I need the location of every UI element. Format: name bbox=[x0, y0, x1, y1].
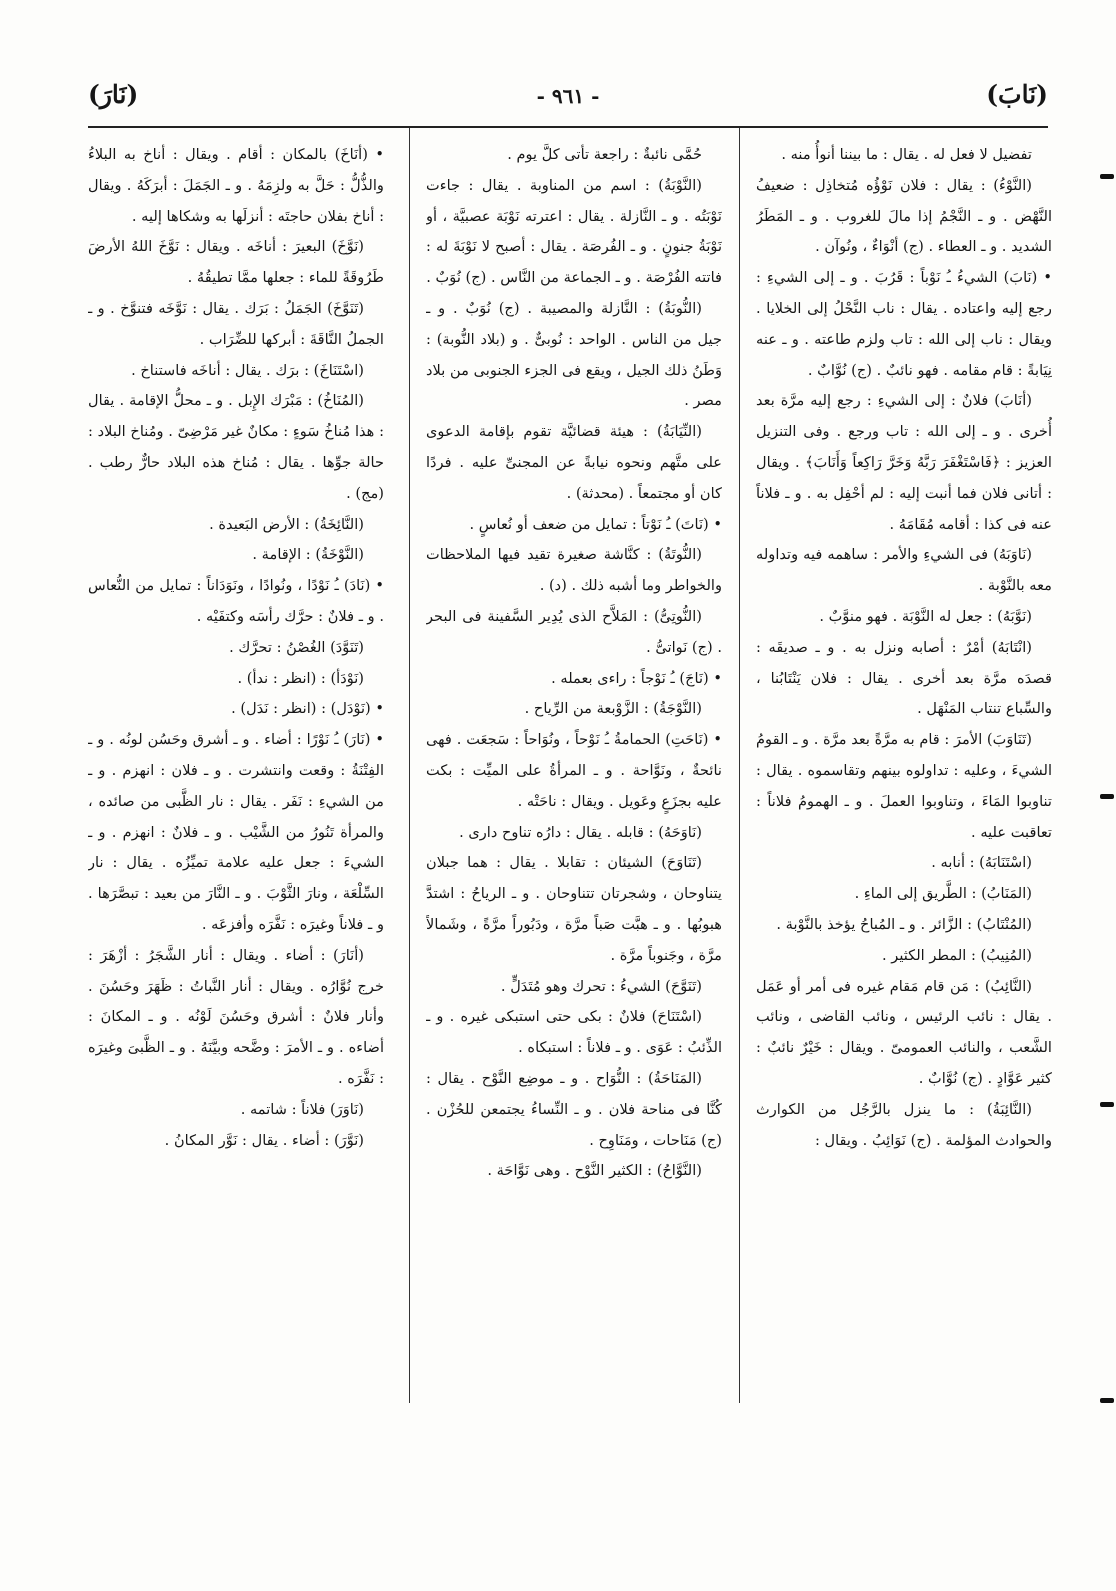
dictionary-entry: (تَنَوَّخَ) الجَمَلُ : بَرَك . يقال : نَوَّخَه فتنوَّخ . و ـ الجملُ النَّاقَةَ : أبركها للضِّرَاب . bbox=[88, 299, 384, 348]
scan-edge-mark bbox=[1100, 1398, 1114, 1403]
column-middle bbox=[426, 140, 722, 1570]
header-guide-word-right: (نَابَ) bbox=[986, 80, 1048, 109]
dictionary-entry: (نَاوَرَ) فلاناً : شاتمه . bbox=[240, 1100, 364, 1118]
dictionary-entry: (النَّوَّاحُ) : الكثير النَّوْح . وهى نَوَّاحَة . bbox=[487, 1162, 702, 1180]
page-header bbox=[88, 80, 1048, 120]
dictionary-entry: • (أنَاخَ) بالمكان : أقام . ويقال : أناخ به البلاءُ والذُّلُّ : حَلَّ به ولزِمَهُ . و ـ الجَمَلَ : أبرَكَهُ . ويقال : أناخ بفلان حاجتَه : أنزلَها به وشكاها إليه . bbox=[88, 146, 384, 225]
dictionary-entry: • (نَاتَ) ـُ نَوْتاً : تمايل من ضعف أو نُعاسٍ . bbox=[469, 515, 722, 533]
dictionary-entry: (النَّوْءُ) : يقال : فلان نَوْؤُه مُتخاذِل : ضعيفُ النَّهْض . و ـ النَّجْمُ إذا مالَ للغروب . و ـ المَطَرُ الشديد . و ـ العطاء . (ج) أنْوَاءٌ ، ونُوآن . bbox=[756, 176, 1052, 256]
dictionary-entry: • (نَابَ) الشيءُ ـُ نَوْباً : قَرُبَ . و ـ إلى الشيءِ : رجع إليه واعتاده . يقال : ناب النَّحْلُ إلى الخلايا . ويقال : ناب إلى الله : تاب ولزم طاعته . و ـ عنه نِيَابةً : قام مقامه . فهو نائبٌ . (ج) نُوَّابٌ . bbox=[756, 269, 1052, 379]
column-left bbox=[88, 140, 384, 1570]
dictionary-entry: (تَنَاوَبَ) الأمرَ : قام به مرَّةً بعد مرَّة . و ـ القومُ الشيءَ ، وعليه : تداولوه بينهم وتقاسموه . يقال : تناوبوا المَاءَ ، وتناوبوا العملَ . و ـ الهمومُ فلاناً : تعاقبت عليه . bbox=[756, 731, 1052, 841]
column-right bbox=[756, 140, 1052, 1570]
dictionary-entry: (اسْتَنَابَهُ) : أنابه . bbox=[931, 854, 1032, 872]
scan-edge-mark bbox=[1100, 1102, 1114, 1107]
scan-edge-mark bbox=[1100, 174, 1114, 179]
dictionary-entry: (نَوَّبَهُ) : جعل له النَّوْبَة . فهو منوَّبٌ . bbox=[819, 607, 1032, 625]
dictionary-entry: (نَوَّخَ) البعيرَ : أناخَه . ويقال : نَوَّخَ اللهُ الأرضَ طَرُوقَةً للماء : جعلها ممَّا تطيقُهُ . bbox=[88, 238, 384, 287]
dictionary-entry: (أنَارَ) : أضاء . ويقال : أنار الشَّجَرُ : أزْهَرَ : خرج نُوَّارُه . ويقال : أنار النَّباتُ : ظَهَرَ وحَسُنَ . وأنار فلانٌ : أشرق وحَسُنَ لَوْنُه . و ـ المكانَ : أضاءه . و ـ الأمرَ : وضَّحه وبيَّنَهُ . و ـ الظَّبىَ وغيرَه : نَفَّرَه . bbox=[88, 946, 384, 1087]
page-number: - ٩٦١ - bbox=[536, 84, 600, 108]
dictionary-entry: حُمَّى نائبةٌ : راجعة تأتى كلَّ يوم . bbox=[507, 146, 702, 163]
dictionary-entry: (النَّائِبُ) : مَن قام مَقام غيره فى أمر أو عَمَل . يقال : نائب الرئيس ، ونائب القاضى ، ونائب الشَّعب ، والنائب العمومىّ . ويقال : خَيْرٌ نائبٌ : كثير عَوَّادٍ . (ج) نُوَّابٌ . bbox=[756, 977, 1052, 1087]
dictionary-entry: • (نَارَ) ـُ نَوْرًا : أضاء . و ـ أشرق وحَسُن لونُه . و ـ الفِتْنَةُ : وقعت وانتشرت . و ـ فلان : انهزم . و ـ من الشيءِ : نَفَر . يقال : نار الظَّبى من صائده ، والمرأة تَنُورُ من الشَّيْب . و ـ فلانٌ : انهزم . و ـ الشيءَ : جعل عليه علامة تميِّزُه . يقال : نار السِّلْعَة ، ونارَ الثَّوْبَ . و ـ النَّارَ من بعيد : تبصَّرَها . و ـ فلاناً وغيرَه : نَفَّرَه وأفزعَه . bbox=[88, 731, 384, 933]
dictionary-entry: (تَنَوَّحَ) الشيءُ : تحرك وهو مُتَدَلٍّ . bbox=[500, 977, 702, 995]
column-divider bbox=[409, 128, 410, 1403]
dictionary-entry: (نَوْدَأ) : (انظر : ندأ) . bbox=[237, 669, 364, 687]
dictionary-entry: (المُنَاخُ) : مَبْرَك الإِبل . و ـ محلُّ الإقامة . يقال : هذا مُناخُ سَوءٍ : مكانٌ غير مَرْضِىّ . ومُناخ البلاد : حالة جوِّها . يقال : مُناخ هذه البلاد حارٌّ رطب . (مج) . bbox=[88, 392, 384, 502]
scan-edge-mark bbox=[1100, 794, 1114, 799]
dictionary-entry: (تَنَوَّدَ) الغُصْنُ : تحرَّك . bbox=[229, 638, 364, 656]
dictionary-entry: (النُّوتَةُ) : كنَّاشة صغيرة تقيد فيها الملاحظات والخواطر وما أشبه ذلك . (د) . bbox=[426, 546, 722, 595]
dictionary-entry: (النِّيَابَةُ) : هيئة قضائيَّة تقوم بإقامة الدعوى على متَّهم ونحوه نيابةً عن المجنىِّ عليه . فردًا كان أو مجتمعاً . (محدثة) . bbox=[426, 423, 722, 502]
dictionary-entry: (المَنَاحَةُ) : النُّوَاح . و ـ موضِع النَّوْح . يقال : كُنَّا فى مناحة فلان . و ـ النِّساءُ يجتمعن للحُزْن . (ج) مَنَاحات ، ومَنَاوِح . bbox=[426, 1069, 722, 1149]
dictionary-entry: (النُّوتِىُّ) : المَلاَّح الذى يُدِير السَّفينة فى البحر . (ج) نَواتىُّ . bbox=[426, 607, 722, 656]
dictionary-entry: (نَوَّرَ) : أضاء . يقال : نَوَّر المكانُ . bbox=[164, 1131, 364, 1149]
dictionary-entry: (النُّوبَةُ) : النَّازلة والمصيبة . (ج) نُوَبٌ . و ـ جيل من الناس . الواحد : نُوبىٌّ . و (بلاد النُّوبة) : وَطَنُ ذلك الجيل ، ويقع فى الجزء الجنوبى من بلاد مصر . bbox=[426, 299, 722, 410]
dictionary-entry: • (نَادَ) ـُ نَوْدًا ، ونُوادًا ، ونَوَدَاناً : تمايل من النُّعاس . و ـ فلانٌ : حرَّك رأسَه وكتفَيْه . bbox=[88, 577, 384, 625]
dictionary-entry: (النَّوْخَةُ) : الإقامة . bbox=[252, 546, 364, 564]
dictionary-entry: • (نَوْدَل) : (انظر : نَدَل) . bbox=[231, 700, 384, 718]
dictionary-entry: (المَنَابُ) : الطَّريق إلى الماءِ . bbox=[854, 885, 1032, 903]
header-rule bbox=[88, 126, 1048, 128]
dictionary-entry: (انْتَابَهُ) أمْرٌ : أصابه ونزل به . و ـ صديقَه : قصدَه مرَّة بعد أخرى . يقال : فلان يَنْتَابُنا ، والسِّباع تنتاب المَنْهَل . bbox=[756, 638, 1052, 718]
dictionary-entry: (اسْتَنَاخَ) : برَك . يقال : أناخَه فاستناخ . bbox=[131, 361, 364, 379]
dictionary-entry: (النَّوْجَةُ) : الزَّوْبعة من الرِّياح . bbox=[524, 700, 702, 718]
dictionary-entry: (تَنَاوَحَ) الشيئان : تقابلا . يقال : هما جبلان يتناوحان ، وشجرتان تتناوحان . و ـ الرياحُ : اشتدَّ هبوبُها . و ـ هبَّت صَباً مرَّة ، ودَبُوراً مرَّةً ، وشَمالاً مرَّة ، وجَنوباً مرَّة . bbox=[426, 854, 722, 964]
dictionary-entry: (أنَابَ) فلانٌ : إلى الشيءِ : رجع إليه مرَّة بعد أُخرى . و ـ إلى الله : تاب ورجع . وفى التنزيل العزيز : ﴿فَاسْتَغْفَرَ رَبَّهُ وَخَرَّ رَاكِعاً وَأَنَابَ﴾ . ويقال : أتانى فلان فما أنبت إليه : لم أحْفِل به . و ـ فلاناً عنه فى كذا : أقامه مُقَامَهُ . bbox=[756, 392, 1052, 533]
dictionary-entry: (النَّوْبَةُ) : اسم من المناوبة . يقال : جاءت نَوْبَتُه . و ـ النَّازلة . يقال : اعترته نَوْبَة عصبيَّة ، أو نَوْبَةُ جنونٍ . و ـ الفُرصَة . يقال : أصبح لا نَوْبَةَ له : فاتته الفُرْصَة . و ـ الجماعة من النَّاس . (ج) نُوَبٌ . bbox=[426, 176, 722, 287]
dictionary-entry: • (نَاحَتِ) الحمامةُ ـُ نَوْحاً ، ونُوَاحاً : سَجعَت . فهى نائحةٌ ، ونَوَّاحة . و ـ المرأةُ على الميِّت : بكت عليه بجزَعٍ وعَويل . ويقال : ناحَتْه . bbox=[426, 731, 722, 810]
dictionary-entry: (نَاوَحَهُ) : قابله . يقال : دارُه تناوح دارى . bbox=[459, 823, 702, 841]
dictionary-entry: (المُنِيبُ) : المطر الكثير . bbox=[882, 946, 1032, 964]
column-divider bbox=[739, 128, 740, 1403]
dictionary-entry: (المُنْتَابُ) : الزَّائر . و ـ المُباحُ يؤخذ بالنَّوْبة . bbox=[776, 915, 1032, 933]
header-guide-word-left: (نَارَ) bbox=[88, 80, 139, 109]
dictionary-entry: (النَّائِخَةُ) : الأرض البَعيدة . bbox=[209, 515, 364, 533]
dictionary-entry: (اسْتَنَاحَ) فلانٌ : بكى حتى استبكى غيره . و ـ الذِّئبُ : عَوَى . و ـ فلاناً : استبكاه . bbox=[426, 1008, 722, 1057]
dictionary-entry: تفضيل لا فعل له . يقال : ما بيننا أنوأُ منه . bbox=[781, 146, 1032, 163]
dictionary-entry: • (نَاجَ) ـُ نَوْجاً : راءى بعمله . bbox=[551, 669, 722, 687]
dictionary-entry: (نَاوَبَهُ) فى الشيءِ والأمر : ساهمه فيه وتداوله معه بالنَّوْبة . bbox=[756, 546, 1052, 595]
dictionary-entry: (النَّائِبَةُ) : ما ينزل بالرَّجُل من الكوارث والحوادث المؤلمة . (ج) نَوَائِبُ . ويقال : bbox=[756, 1100, 1052, 1149]
